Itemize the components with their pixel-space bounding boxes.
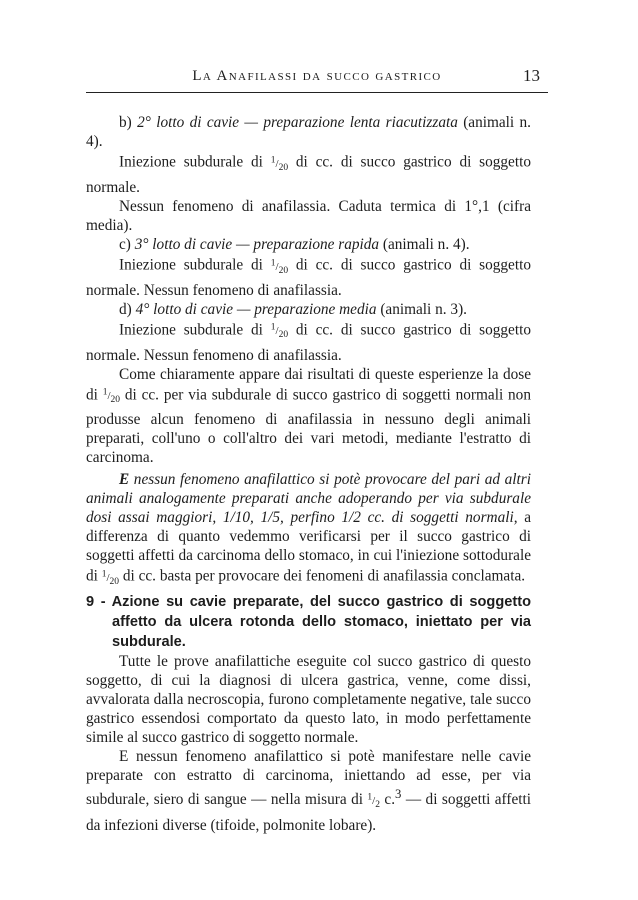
lot-b-result: Nessun fenomeno di anafilassia. Caduta termica di 1°,1 (cifra media). [86, 197, 531, 234]
lot-d-injection: Iniezione subdurale di $^1/_{20}$ di cc. di succo gastrico di soggetto normale. Nessun fenomeno di anafilassia. [86, 321, 531, 364]
lot-d-title: 4° lotto di cavie — preparazione media [135, 300, 377, 318]
lot-d-heading: d) 4° lotto di cavie — preparazione media (animali n. 3). [119, 300, 467, 318]
fraction: $^1/_{20}$ [101, 569, 120, 588]
lot-b-title: 2° lotto di cavie — preparazione lenta riacutizzata [137, 114, 458, 131]
section-heading: 9 - Azione su cavie preparate, del succo gastrico di soggetto affetto da ulcera rotonda dello stomaco, iniettato per via subdurale. [86, 594, 531, 651]
fraction: $^1/_{20}$ [270, 155, 289, 173]
lot-c-title: 3° lotto di cavie — preparazione rapida [134, 235, 380, 253]
lot-c-injection: Iniezione subdurale di $^1/_{20}$ di cc. di succo gastrico di soggetto normale. Nessun fenomeno di anafilassia. [86, 256, 531, 299]
emphasis-text: nessun fenomeno anafilattico si potè provocare del pari ad altri animali analogamente preparati anche adoperando per via subdurale dosi assai maggiori, 1/10, 1/5, perfino 1/2 cc. di soggetti normali, [86, 471, 531, 527]
page-header [86, 64, 548, 93]
emphasis-paragraph: E nessun fenomeno anafilattico si potè provocare del pari ad altri animali analogamente preparati anche adoperando per via subdurale dosi assai maggiori, 1/10, 1/5, perfino 1/2 cc. di soggetti normali, a differenza di quanto vedemmo verificarsi per il succo gastrico di soggetti affetti da carcinoma dello stomaco, in cui l'iniezione sottodurale di $^1/_{20}$ di cc. basta per provocare dei fenomeni di anafilassia conclamata. [86, 471, 531, 588]
page-body [86, 113, 531, 835]
section-paragraph-1: Tutte le prove anafilattiche eseguite col succo gastrico di questo soggetto, di cui la diagnosi di ulcera gastrica, venne, come dissi, avvalorata dalla necroscopia, furono completamente negative, tale succo gastrico essendosi comportato da questo lato, in modo perfettamente simile al succo gastrico di soggetto normale. [86, 653, 531, 747]
lot-b-injection: Iniezione subdurale di $^1/_{20}$ di cc. di succo gastrico di soggetto normale. [86, 153, 531, 196]
unit-exponent: 3 [395, 787, 402, 802]
section-paragraph-2: E nessun fenomeno anafilattico si potè manifestare nelle cavie preparate con estratto di carcinoma, iniettando ad esse, per via subdurale, siero di sangue — nella misura di $^1/_2$ c.$^3$ — di soggetti affetti da infezioni diverse (tifoide, polmonite lobare). [86, 748, 531, 834]
summary-paragraph: Come chiaramente appare dai risultati di queste esperienze la dose di $^1/_{20}$ di cc. per via subdurale di succo gastrico di soggetti normali non produsse alcun fenomeno di anafilassia in nessuno degli animali preparati, coll'uno o coll'altro dei vari metodi, mediante l'estratto di carcinoma. [86, 365, 531, 467]
page-number: 13 [523, 66, 540, 85]
fraction: $^1/_{20}$ [102, 387, 121, 406]
fraction: $^1/_{20}$ [270, 257, 289, 276]
lot-b-heading: b) 2° lotto di cavie — preparazione lenta riacutizzata (animali n. 4). [86, 114, 531, 150]
lot-c-heading: c) 3° lotto di cavie — preparazione rapida (animali n. 4). [119, 235, 470, 253]
running-title: La Anafilassi da succo gastrico [192, 68, 442, 84]
fraction: $^1/_{20}$ [270, 322, 289, 341]
fraction: $^1/_2$ [367, 792, 380, 811]
emphasis-initial: E [119, 471, 130, 489]
